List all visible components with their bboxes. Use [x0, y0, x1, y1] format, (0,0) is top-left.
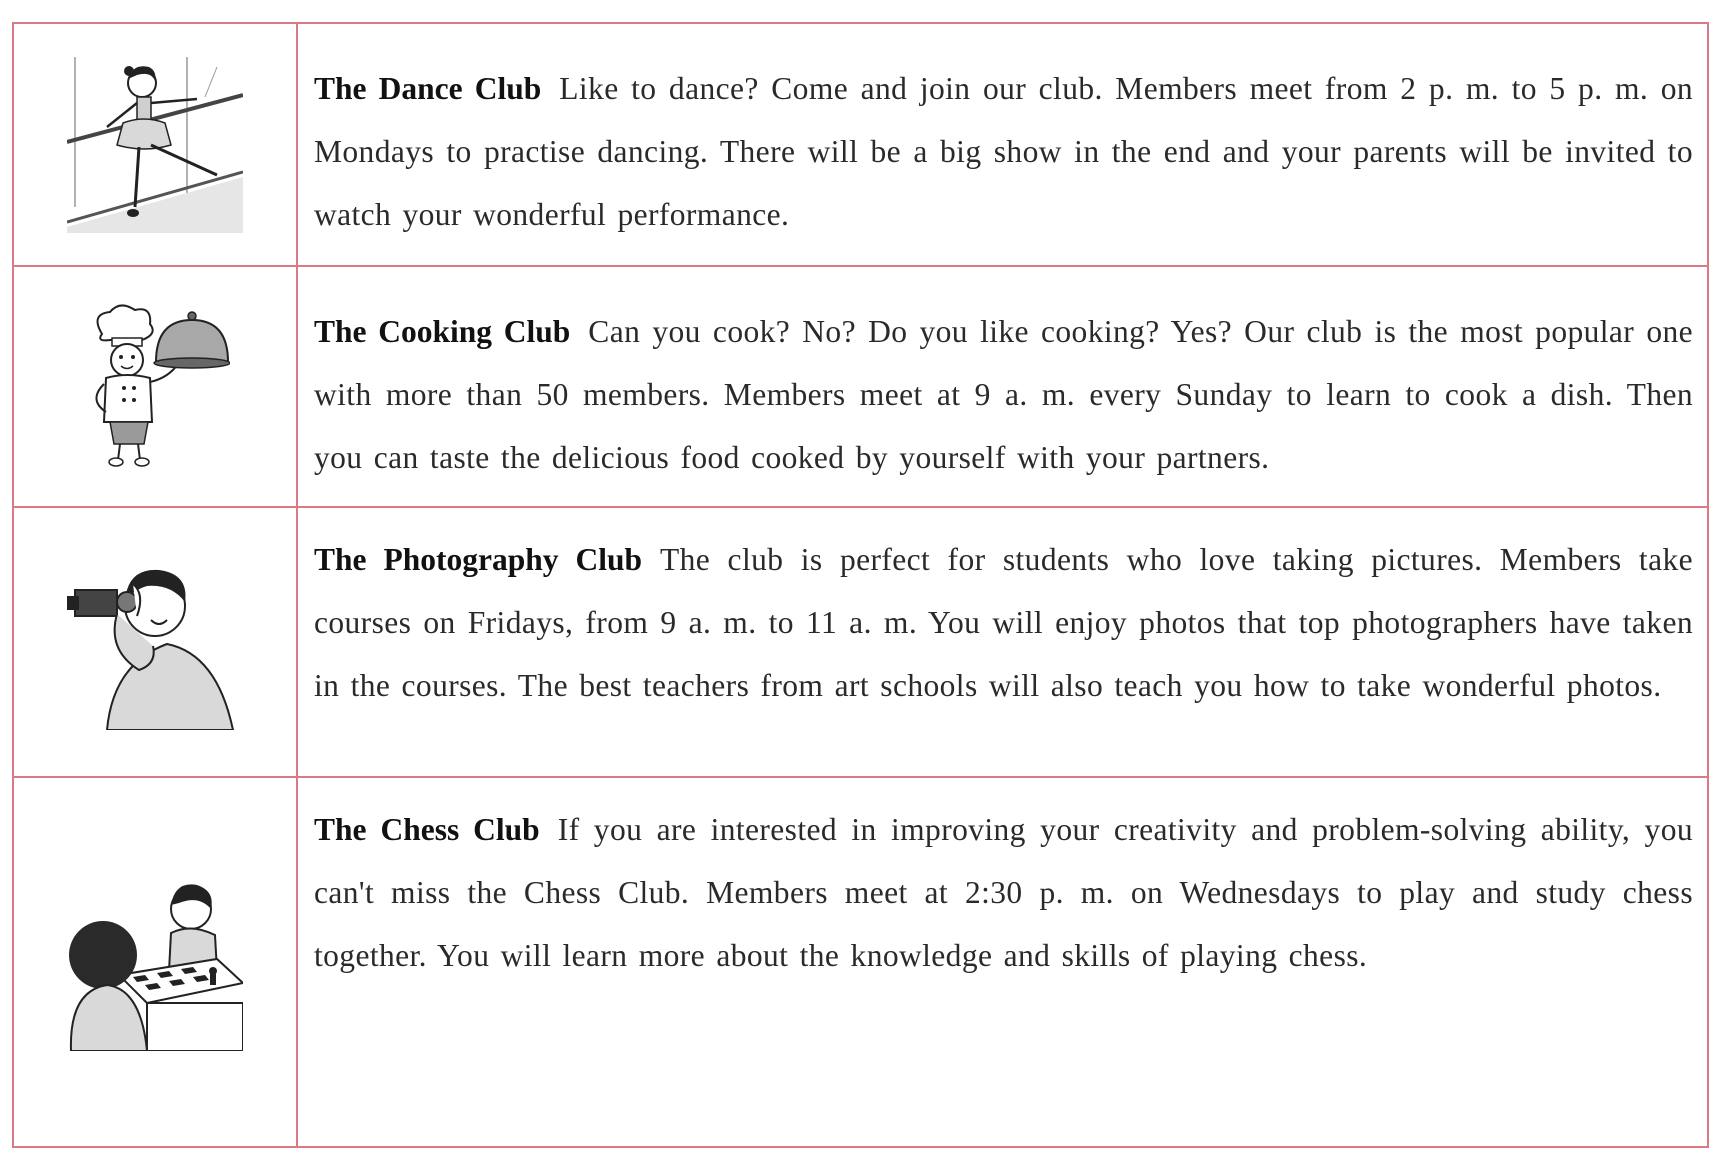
club-description-chess — [298, 778, 1707, 1148]
club-text: The club is perfect for students who love taking pictures. Members take courses on Fridays, from 9 a. m. to 11 a. m. You will enjoy photos that top photographers have taken in the courses. The best teachers from art schools will also teach you how to take wonderful photos. — [314, 542, 1693, 703]
photographer-icon — [67, 554, 243, 730]
club-image-cell — [14, 508, 298, 776]
club-image-cell — [14, 267, 298, 506]
club-text: If you are interested in improving your creativity and problem-solving ability, you can't miss the Chess Club. Members meet at 2:30 p. m. on Wednesdays to play and study chess together. You will learn more about the knowledge and skills of playing chess. — [314, 812, 1693, 973]
club-image-cell — [14, 24, 298, 265]
club-text: Like to dance? Come and join our club. Members meet from 2 p. m. to 5 p. m. on Mondays to practise dancing. There will be a big show in the end and your parents will be invited to watch your wonderful performance. — [314, 71, 1693, 232]
club-row-chess — [14, 776, 1707, 1148]
club-description-cooking — [298, 267, 1707, 506]
clubs-table — [12, 22, 1709, 1148]
ballet-dancer-icon — [67, 57, 243, 233]
club-image-cell — [14, 778, 298, 1148]
club-text: Can you cook? No? Do you like cooking? Yes? Our club is the most popular one with more than 50 members. Members meet at 9 a. m. every Sunday to learn to cook a dish. Then you can taste the delicious food cooked by yourself with your partners. — [314, 314, 1694, 475]
chef-icon — [80, 304, 230, 470]
club-title: The Cooking Club — [314, 314, 571, 349]
club-row-dance — [14, 24, 1707, 265]
club-row-photography — [14, 506, 1707, 776]
club-title: The Chess Club — [314, 812, 540, 847]
club-title: The Photography Club — [314, 542, 643, 577]
chess-players-icon — [67, 875, 243, 1051]
club-row-cooking — [14, 265, 1707, 506]
club-description-photography — [298, 508, 1707, 776]
club-description-dance — [298, 24, 1707, 265]
club-title: The Dance Club — [314, 71, 542, 106]
